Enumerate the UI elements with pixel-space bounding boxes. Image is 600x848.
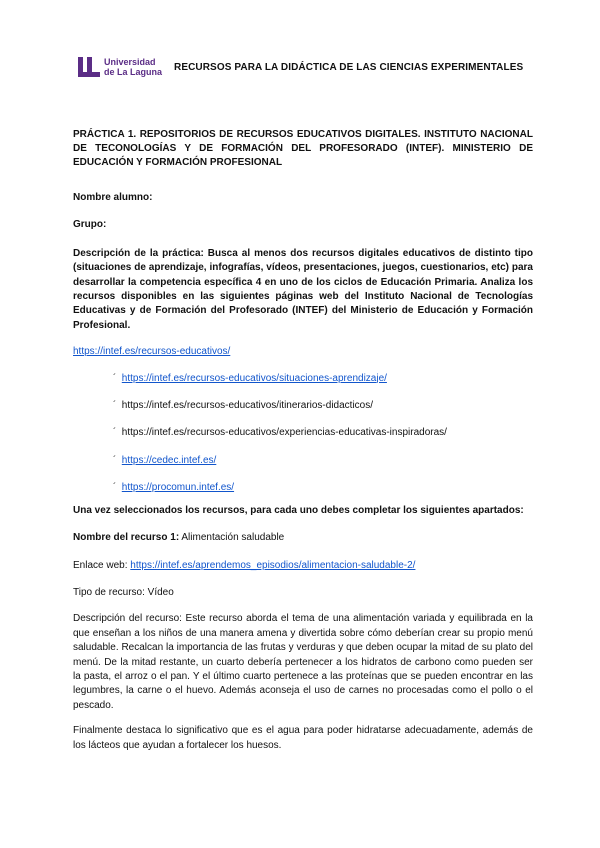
sub-link-item <box>73 399 533 413</box>
bullet-marker: ´ <box>113 482 117 494</box>
bullet-marker: ´ <box>113 400 117 412</box>
bullet-marker: ´ <box>113 372 117 384</box>
resource-name-line <box>73 531 533 545</box>
practice-description: Descripción de la práctica: Busca al menos dos recursos digitales educativos de distinto tipo (situaciones de aprendizaje, infografías, vídeos, presentaciones, juegos, cuestionarios, etc) para desarrollar la competencia específica 4 en uno de los ciclos de Educación Primaria. Analiza los recursos disponibles en las siguientes páginas web del Instituto Nacional de Tecnologías Educativas y de Formación del Profesorado (INTEF) del Ministerio de Educación y Formación Profesional. <box>73 247 533 331</box>
resource-link-line <box>73 559 533 573</box>
resource-link-label: Enlace web: <box>73 559 128 571</box>
resource-type-label: Tipo de recurso: <box>73 586 145 598</box>
resource-description: Descripción del recurso: Este recurso aborda el tema de una alimentación variada y equilibrada en la que enseñan a los niños de una manera amena y divertida sobre cómo deberían crear su propio menú saludable. Recalcan la importancia de las frutas y verduras y que deben ocupar la mitad de su plato del menú. De la mitad restante, un cuarto debería pertenecer a los hidratos de carbono como pueden ser la pasta, el arroz o el pan. Y el último cuarto pertenece a las proteínas que se pueden encontrar en las legumbres, la carne o el huevo. Además aconseja el uso de carnes no procesadas como el pollo o el pescado. <box>73 613 533 711</box>
resource-name-value: Alimentación saludable <box>181 532 285 544</box>
course-title: RECURSOS PARA LA DIDÁCTICA DE LAS CIENCIAS EXPERIMENTALES <box>174 62 524 73</box>
resource-type-line <box>73 586 533 600</box>
sub-link-item <box>73 426 533 440</box>
page-header <box>78 56 578 78</box>
procomun-link[interactable]: https://procomun.intef.es/ <box>121 482 235 494</box>
sub-link-item <box>73 372 533 386</box>
resource-name-label: Nombre del recurso 1: <box>73 532 180 544</box>
sub-link-item <box>73 454 533 468</box>
sub-link-item <box>73 481 533 495</box>
resource-conclusion: Finalmente destaca lo significativo que es el agua para poder hidratarse adecuadamente, además de los lácteos que ayudan a fortalecer los huesos. <box>73 725 533 751</box>
intef-resources-link[interactable]: https://intef.es/recursos-educativos/ <box>73 346 231 358</box>
itinerarios-didacticos-link[interactable]: https://intef.es/recursos-educativos/itinerarios-didacticos/ <box>121 400 374 412</box>
main-link-line <box>73 345 533 359</box>
experiencias-educativas-link[interactable]: https://intef.es/recursos-educativos/experiencias-educativas-inspiradoras/ <box>121 427 447 439</box>
logo-line-2: de La Laguna <box>104 67 163 77</box>
group-label: Grupo: <box>73 219 107 231</box>
situaciones-aprendizaje-link[interactable]: https://intef.es/recursos-educativos/situaciones-aprendizaje/ <box>121 372 387 384</box>
student-name-label: Nombre alumno: <box>73 192 153 203</box>
resource-type-value: Vídeo <box>147 586 174 598</box>
university-logo-icon <box>78 57 100 77</box>
bullet-marker: ´ <box>113 427 117 439</box>
instructions-text: Una vez seleccionados los recursos, para cada uno debes completar los siguientes apartados: <box>73 504 524 516</box>
practice-title: PRÁCTICA 1. REPOSITORIOS DE RECURSOS EDUCATIVOS DIGITALES. INSTITUTO NACIONAL DE TECONOLOGÍAS Y DE FORMACIÓN DEL PROFESORADO (INTEF). MINISTERIO DE EDUCACIÓN Y FORMACIÓN PROFESIONAL <box>73 129 533 168</box>
logo-line-1: Universidad <box>104 57 156 67</box>
university-logo-text <box>104 57 162 77</box>
bullet-marker: ´ <box>113 454 117 466</box>
cedec-link[interactable]: https://cedec.intef.es/ <box>121 454 217 466</box>
resource-link[interactable]: https://intef.es/aprendemos_episodios/alimentacion-saludable-2/ <box>130 559 416 571</box>
university-logo <box>78 56 174 78</box>
document-body <box>73 128 533 753</box>
